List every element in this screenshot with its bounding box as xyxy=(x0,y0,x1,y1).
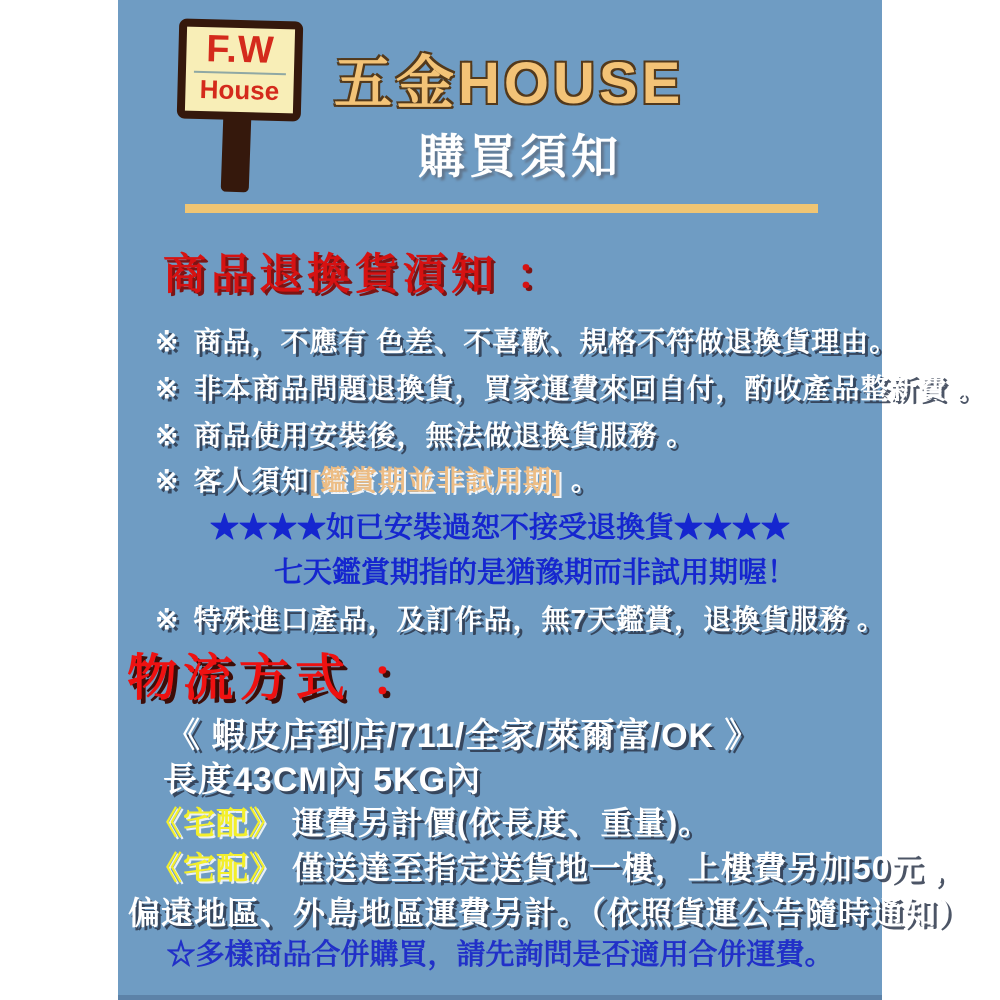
header-divider xyxy=(185,204,818,213)
appreciation-period-note: 七天鑑賞期指的是猶豫期而非試用期喔！ xyxy=(273,557,796,589)
installed-no-return-star-line: ★★★★如已安裝過恕不接受退換貨★★★★ xyxy=(209,512,790,544)
remote-area-line: 偏遠地區、外島地區運費另計。（依照貨運公告隨時通知） xyxy=(128,895,971,931)
logo-text-fw: F.W xyxy=(205,28,276,72)
page-subtitle: 購買須知 xyxy=(418,130,622,183)
return-bullet-1 xyxy=(155,320,898,360)
store-title: 五金HOUSE xyxy=(334,51,685,116)
bullet-marker: ※ xyxy=(155,326,180,357)
return-bullet-3-text: 商品使用安裝後，無法做退換貨服務 。 xyxy=(193,420,696,451)
return-bullet-4-suffix: 。 xyxy=(562,465,600,496)
bullet-marker: ※ xyxy=(155,420,180,451)
convenience-store-line: 《 蝦皮店到店/711/全家/萊爾富/OK 》 xyxy=(166,717,760,755)
home-delivery-line-1 xyxy=(150,798,711,844)
return-bullet-5-text: 特殊進口產品，及訂作品，無7天鑑賞，退換貨服務 。 xyxy=(193,604,886,635)
home-delivery-line-1-text: 運費另計價(依長度、重量)。 xyxy=(282,805,712,841)
return-bullet-5 xyxy=(155,598,886,638)
signboard-handle xyxy=(221,116,252,193)
appreciation-period-highlight: [鑑賞期並非試用期] xyxy=(309,465,563,496)
logistics-heading: 物流方式 ： xyxy=(127,650,427,706)
home-delivery-tag: 《宅配》 xyxy=(150,850,283,886)
combine-shipping-note: ☆多樣商品合併購買，請先詢問是否適用合併運費。 xyxy=(166,939,834,971)
fw-house-signboard xyxy=(177,18,304,121)
bullet-marker: ※ xyxy=(155,373,180,404)
return-bullet-2 xyxy=(155,367,985,407)
size-weight-limit-line: 長度43CM內 5KG內 xyxy=(163,761,482,799)
return-policy-heading: 商品退換貨湏知 ： xyxy=(163,251,564,299)
return-bullet-4-text: 客人須知 xyxy=(193,465,310,496)
return-bullet-1-text: 商品，不應有 色差、不喜歡、規格不符做退換貨理由。 xyxy=(193,326,899,357)
return-bullet-3 xyxy=(155,414,695,454)
logo-text-house: House xyxy=(199,73,280,107)
home-delivery-line-2 xyxy=(150,843,966,889)
bullet-marker: ※ xyxy=(155,465,180,496)
home-delivery-line-2-text: 僅送達至指定送貨地一樓，上樓費另加50元 ， xyxy=(282,850,967,886)
blue-background-panel xyxy=(118,0,986,1000)
home-delivery-tag: 《宅配》 xyxy=(150,805,283,841)
bullet-marker: ※ xyxy=(155,604,180,635)
return-bullet-4 xyxy=(155,459,600,499)
return-bullet-2-text: 非本商品問題退換貨，買家運費來回自付，酌收產品整新費 。 xyxy=(193,373,986,404)
